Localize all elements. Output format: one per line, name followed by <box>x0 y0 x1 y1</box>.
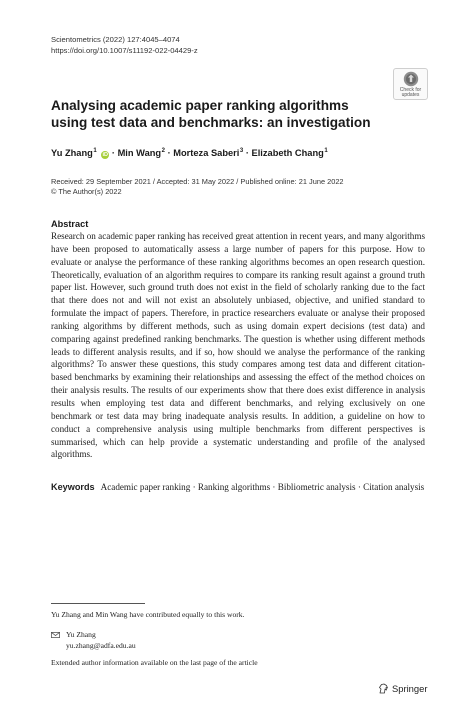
keywords-list: Academic paper ranking · Ranking algorithms · Bibliometric analysis · Citation analysis <box>100 482 425 492</box>
mail-icon <box>51 632 60 638</box>
publication-history <box>51 177 344 197</box>
dates-line: Received: 29 September 2021 / Accepted: 31 May 2022 / Published online: 21 June 2022 <box>51 177 344 186</box>
author-separator: · <box>111 148 118 158</box>
contact-name: Yu Zhang <box>66 630 96 639</box>
author-affiliation: 1 <box>324 148 328 154</box>
abstract-heading: Abstract <box>51 219 89 229</box>
check-for-updates-icon <box>403 71 419 87</box>
springer-horse-icon <box>378 683 389 694</box>
footnote-divider <box>51 603 145 604</box>
author-name[interactable]: Morteza Saberi <box>173 148 240 158</box>
badge-line-1: Check for <box>399 87 422 93</box>
keywords-heading: Keywords <box>51 482 95 492</box>
keywords-section <box>51 481 425 494</box>
corresponding-author <box>66 630 136 651</box>
contact-email[interactable]: yu.zhang@adfa.edu.au <box>66 640 136 650</box>
author-affiliation: 3 <box>239 148 244 154</box>
doi-link[interactable]: https://doi.org/10.1007/s11192-022-04429-z <box>51 46 198 55</box>
copyright-line: © The Author(s) 2022 <box>51 187 122 196</box>
publisher-logo <box>378 683 427 694</box>
badge-line-2: updates <box>401 92 420 99</box>
abstract-body: Research on academic paper ranking has received great attention in recent years, and many algorithms have been proposed to automatically assess a large number of papers for this purpose. How to evaluate or analyse the performance of these ranking algorithms becomes an open research question. Theoretically, evaluation of an algorithm requires to compare its ranking result against a ground truth paper list. However, such ground truth does not exist in the field of scholarly ranking due to the fact that there does not and will not exist an absolutely unbiased, objective, and unified standard to formulate the impact of papers. Therefore, in practice researchers evaluate or analyse their proposed ranking algorithms by different methods, such as using domain expert decisions (test data) and comparing against predefined ranking benchmarks. The question is whether using different methods leads to different analysis results, and if so, how should we analyse the performance of the ranking algorithms? To answer these questions, this study compares among test data and different citation-based benchmarks by examining their relationships and assessing the effect of the method choices on their analysis results. The results of our experiments show that there does exist difference in analysis results when employing test data and different benchmarks, and relying exclusively on one benchmark or test data may bring inadequate analysis results. In addition, a guideline on how to conduct a comprehensive analysis using multiple benchmarks from different perspectives is summarised, which can help provide a systematic understanding and profile of the analysed algorithms. <box>51 231 425 460</box>
extended-info-footnote: Extended author information available on the last page of the article <box>51 658 258 667</box>
author-name[interactable]: Min Wang <box>117 148 162 158</box>
journal-citation <box>51 34 198 56</box>
publisher-name: Springer <box>392 683 428 694</box>
author-separator: · <box>245 148 252 158</box>
journal-line: Scientometrics (2022) 127:4045–4074 <box>51 35 180 44</box>
author-affiliation: 2 <box>161 148 165 154</box>
author-separator: · <box>167 148 174 158</box>
check-for-updates-badge[interactable] <box>393 68 428 100</box>
author-affiliation: 1 <box>93 148 97 154</box>
author-name[interactable]: Yu Zhang <box>51 148 93 158</box>
contribution-footnote: Yu Zhang and Min Wang have contributed equally to this work. <box>51 610 245 619</box>
orcid-icon[interactable]: iD <box>102 152 109 158</box>
author-name[interactable]: Elizabeth Chang <box>251 148 324 158</box>
paper-title: Analysing academic paper ranking algorithms using test data and benchmarks: an investigation <box>51 98 371 130</box>
author-list <box>51 148 328 159</box>
